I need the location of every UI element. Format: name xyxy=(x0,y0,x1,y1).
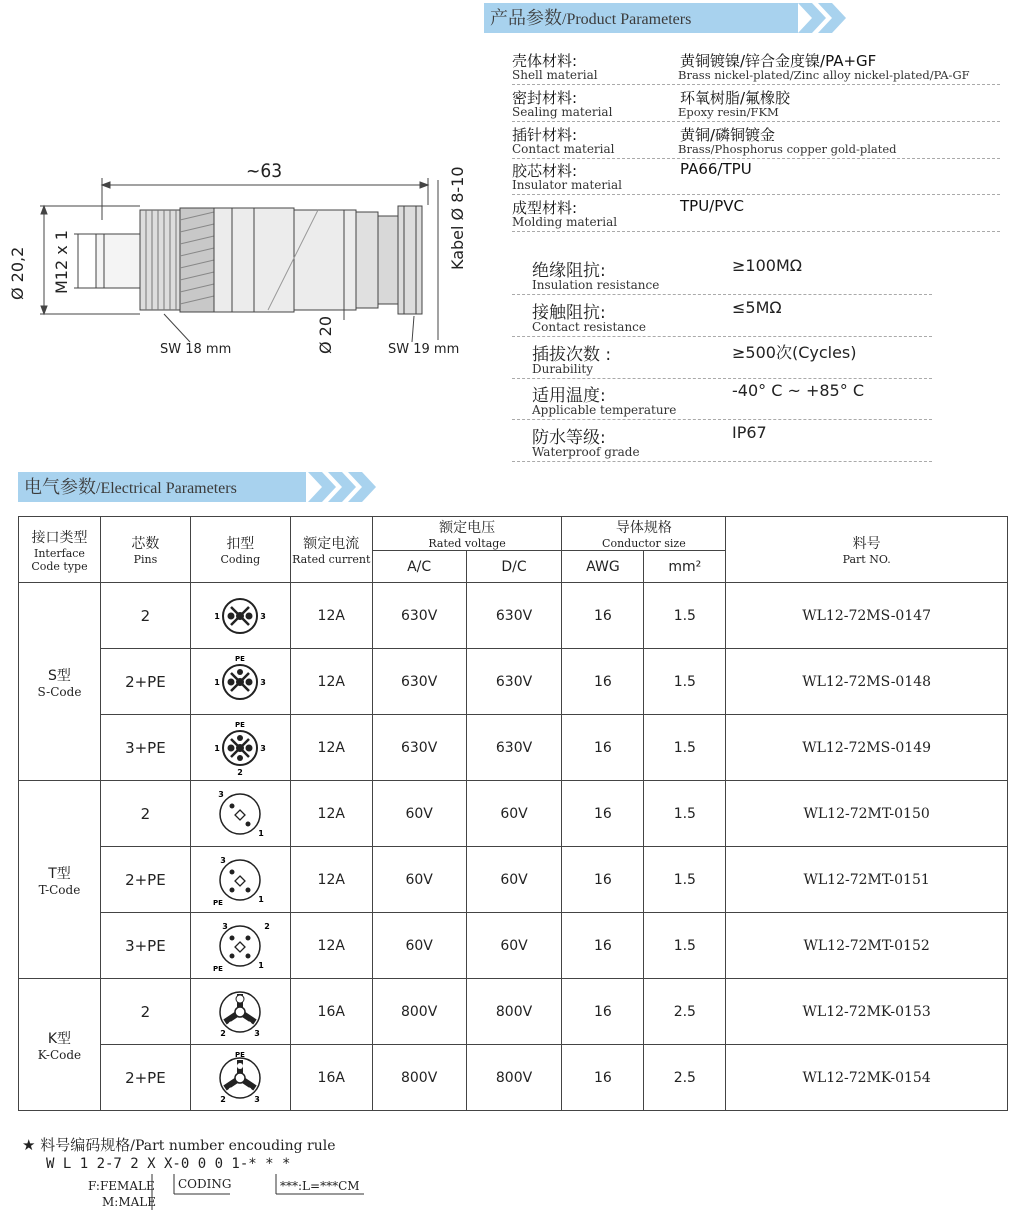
spec-label-en: Insulation resistance xyxy=(532,278,660,292)
material-label-en: Sealing material xyxy=(512,105,613,119)
spec-label: 绝缘阻抗: xyxy=(532,261,606,281)
pins-cell: 2 xyxy=(100,979,190,1045)
banner-en: /Product Parameters xyxy=(562,11,692,28)
spec-value: -40° C ~ +85° C xyxy=(732,381,864,400)
chevron-arrows-icon xyxy=(798,3,854,33)
spec-label: 防水等级: xyxy=(532,428,606,448)
material-label-en: Contact material xyxy=(512,142,615,156)
mm2-cell: 1.5 xyxy=(644,649,726,715)
table-row xyxy=(19,1045,1008,1111)
banner-en: /Electrical Parameters xyxy=(96,480,237,497)
divider xyxy=(512,121,1000,122)
sw2-dim: SW 19 mm xyxy=(388,342,460,357)
mm2-cell: 1.5 xyxy=(644,847,726,913)
pin-label: PE xyxy=(213,964,224,973)
material-value: 黄铜镀镍/锌合金度镍/PA+GF xyxy=(680,52,877,70)
mm2-cell: 2.5 xyxy=(644,979,726,1045)
coding-cell xyxy=(190,1045,290,1111)
length-dim: ~63 xyxy=(246,160,283,182)
part-number-cell: WL12-72MT-0150 xyxy=(726,781,1008,847)
gender-male: M:MALE xyxy=(102,1195,157,1209)
body-dia-dim: Ø 20 xyxy=(316,315,335,354)
k-code-2pe-pin-icon xyxy=(205,1048,275,1108)
product-params-banner xyxy=(484,3,854,33)
sw1-dim: SW 18 mm xyxy=(160,342,232,357)
pin-label: 3 xyxy=(254,1028,261,1038)
coding-cell xyxy=(190,913,290,979)
material-value-en: Brass/Phosphorus copper gold-plated xyxy=(678,142,897,156)
part-number-cell: WL12-72MK-0154 xyxy=(726,1045,1008,1111)
header-partno: 料号 Part NO. xyxy=(726,517,1008,583)
pin-label: 1 xyxy=(214,743,221,753)
material-label: 插针材料: xyxy=(512,126,578,144)
divider xyxy=(512,158,1000,159)
material-label-en: Molding material xyxy=(512,215,618,229)
coding-cell xyxy=(190,979,290,1045)
pin-label: 1 xyxy=(258,960,265,970)
pin-label: 3 xyxy=(218,789,225,799)
spec-label-en: Durability xyxy=(532,362,594,376)
current-cell: 16A xyxy=(290,1045,372,1111)
header-pins: 芯数 Pins xyxy=(100,517,190,583)
coding-label: CODING xyxy=(178,1177,232,1191)
t-code-2-pin-icon xyxy=(205,784,275,844)
pins-cell: 3+PE xyxy=(100,913,190,979)
dc-cell: 60V xyxy=(466,781,562,847)
mm2-cell: 2.5 xyxy=(644,1045,726,1111)
coding-cell xyxy=(190,847,290,913)
pin-label: 1 xyxy=(258,894,265,904)
dc-cell: 60V xyxy=(466,913,562,979)
spec-label-en: Waterproof grade xyxy=(532,445,640,459)
spec-label-en: Applicable temperature xyxy=(532,403,677,417)
material-value-en: Brass nickel-plated/Zinc alloy nickel-plated/PA-GF xyxy=(678,68,970,82)
awg-cell: 16 xyxy=(562,649,644,715)
part-code: W L 1 2-7 2 X X-0 0 0 1-* * * xyxy=(46,1156,291,1172)
electrical-params-banner xyxy=(18,472,388,502)
pins-cell: 2 xyxy=(100,583,190,649)
dc-cell: 630V xyxy=(466,649,562,715)
pin-label: 3 xyxy=(260,677,267,687)
header-interface: 接口类型 Interface Code type xyxy=(19,517,101,583)
pin-label: 2 xyxy=(237,767,244,777)
mm2-cell: 1.5 xyxy=(644,781,726,847)
s-code-2pe-pin-icon xyxy=(205,652,275,712)
coding-cell xyxy=(190,649,290,715)
material-label-en: Insulator material xyxy=(512,178,622,192)
pin-label: PE xyxy=(235,720,246,729)
dc-cell: 800V xyxy=(466,979,562,1045)
pin-label: 2 xyxy=(220,1028,227,1038)
coding-cell xyxy=(190,781,290,847)
spec-label: 插拔次数 : xyxy=(532,345,612,365)
pins-cell: 3+PE xyxy=(100,715,190,781)
ac-cell: 630V xyxy=(372,715,466,781)
table-row xyxy=(19,649,1008,715)
dc-cell: 630V xyxy=(466,583,562,649)
star-icon: ★ xyxy=(22,1136,36,1154)
part-number-cell: WL12-72MS-0147 xyxy=(726,583,1008,649)
outer-dia-dim: Ø 20,2 xyxy=(8,246,27,300)
header-ac: A/C xyxy=(372,551,466,583)
header-conductor: 导体规格 Conductor size xyxy=(562,517,726,551)
header-current: 额定电流 Rated current xyxy=(290,517,372,583)
pins-cell: 2+PE xyxy=(100,847,190,913)
pin-label: 3 xyxy=(220,855,227,865)
material-label: 密封材料: xyxy=(512,89,578,107)
awg-cell: 16 xyxy=(562,583,644,649)
header-dc: D/C xyxy=(466,551,562,583)
part-number-cell: WL12-72MT-0151 xyxy=(726,847,1008,913)
pins-cell: 2 xyxy=(100,781,190,847)
s-code-3pe-pin-icon xyxy=(205,718,275,778)
header-coding: 扣型 Coding xyxy=(190,517,290,583)
banner-cn: 产品参数 xyxy=(490,8,562,28)
pin-label: 1 xyxy=(214,611,221,621)
interface-type-cell: S型 S-Code xyxy=(19,583,101,781)
material-label: 成型材料: xyxy=(512,199,578,217)
divider xyxy=(512,84,1000,85)
mm2-cell: 1.5 xyxy=(644,715,726,781)
dc-cell: 800V xyxy=(466,1045,562,1111)
ac-cell: 60V xyxy=(372,781,466,847)
pin-label: 2 xyxy=(264,921,271,931)
header-mm2: mm² xyxy=(644,551,726,583)
ac-cell: 60V xyxy=(372,847,466,913)
awg-cell: 16 xyxy=(562,847,644,913)
part-number-cell: WL12-72MK-0153 xyxy=(726,979,1008,1045)
spec-label: 适用温度: xyxy=(532,386,606,406)
connector-drawing xyxy=(0,150,480,370)
banner-cn: 电气参数 xyxy=(24,477,96,497)
ac-cell: 60V xyxy=(372,913,466,979)
mm2-cell: 1.5 xyxy=(644,583,726,649)
chevron-arrows-icon xyxy=(308,472,380,502)
pin-label: 1 xyxy=(258,828,265,838)
header-awg: AWG xyxy=(562,551,644,583)
table-row xyxy=(19,847,1008,913)
divider xyxy=(512,194,1000,195)
ac-cell: 630V xyxy=(372,583,466,649)
material-value: PA66/TPU xyxy=(680,160,752,178)
divider xyxy=(512,378,932,379)
current-cell: 12A xyxy=(290,715,372,781)
awg-cell: 16 xyxy=(562,715,644,781)
material-value: TPU/PVC xyxy=(680,197,745,215)
part-rule-title: ★ 料号编码规格/Part number encouding rule xyxy=(22,1136,336,1154)
current-cell: 12A xyxy=(290,583,372,649)
mm2-cell: 1.5 xyxy=(644,913,726,979)
material-value: 环氧树脂/氟橡胶 xyxy=(680,89,791,107)
s-code-2-pin-icon xyxy=(205,586,275,646)
table-row xyxy=(19,913,1008,979)
part-number-cell: WL12-72MS-0148 xyxy=(726,649,1008,715)
interface-type-cell: K型 K-Code xyxy=(19,979,101,1111)
pin-label: 3 xyxy=(254,1094,261,1104)
dc-cell: 630V xyxy=(466,715,562,781)
spec-value: ≥100MΩ xyxy=(732,256,802,275)
part-number-cell: WL12-72MS-0149 xyxy=(726,715,1008,781)
pins-cell: 2+PE xyxy=(100,649,190,715)
divider xyxy=(512,461,932,462)
electrical-table xyxy=(18,516,1008,1111)
pin-label: PE xyxy=(235,654,246,663)
gender-female: F:FEMALE xyxy=(88,1179,155,1193)
current-cell: 12A xyxy=(290,913,372,979)
current-cell: 12A xyxy=(290,781,372,847)
spec-label: 接触阻抗: xyxy=(532,303,606,323)
table-row xyxy=(19,781,1008,847)
coding-cell xyxy=(190,583,290,649)
table-row xyxy=(19,979,1008,1045)
spec-value: IP67 xyxy=(732,423,767,442)
pin-label: 3 xyxy=(260,743,267,753)
pin-label: 3 xyxy=(260,611,267,621)
spec-value: ≥500次(Cycles) xyxy=(732,343,857,362)
ac-cell: 800V xyxy=(372,979,466,1045)
pin-label: 3 xyxy=(222,921,229,931)
material-label: 壳体材料: xyxy=(512,52,578,70)
spec-label-en: Contact resistance xyxy=(532,320,646,334)
k-code-2-pin-icon xyxy=(205,982,275,1042)
pin-label: 1 xyxy=(214,677,221,687)
awg-cell: 16 xyxy=(562,1045,644,1111)
material-label-en: Shell material xyxy=(512,68,598,82)
ac-cell: 800V xyxy=(372,1045,466,1111)
material-value: 黄铜/磷铜镀金 xyxy=(680,126,776,144)
material-value-en: Epoxy resin/FKM xyxy=(678,105,779,119)
header-voltage: 额定电压 Rated voltage xyxy=(372,517,562,551)
table-row xyxy=(19,715,1008,781)
interface-type-cell: T型 T-Code xyxy=(19,781,101,979)
pins-cell: 2+PE xyxy=(100,1045,190,1111)
table-row xyxy=(19,583,1008,649)
pin-label: PE xyxy=(235,1050,246,1059)
material-label: 胶芯材料: xyxy=(512,162,578,180)
length-label: ***:L=***CM xyxy=(280,1179,360,1193)
thread-dim: M12 x 1 xyxy=(52,230,71,294)
spec-value: ≤5MΩ xyxy=(732,298,782,317)
divider xyxy=(512,294,932,295)
header-row xyxy=(19,517,1008,551)
divider xyxy=(512,419,932,420)
t-code-3pe-pin-icon xyxy=(205,916,275,976)
ac-cell: 630V xyxy=(372,649,466,715)
pin-label: PE xyxy=(213,898,224,907)
coding-cell xyxy=(190,715,290,781)
awg-cell: 16 xyxy=(562,913,644,979)
current-cell: 16A xyxy=(290,979,372,1045)
divider xyxy=(512,231,1000,232)
divider xyxy=(512,336,932,337)
t-code-2pe-pin-icon xyxy=(205,850,275,910)
current-cell: 12A xyxy=(290,847,372,913)
current-cell: 12A xyxy=(290,649,372,715)
awg-cell: 16 xyxy=(562,781,644,847)
dc-cell: 60V xyxy=(466,847,562,913)
cable-dim: Kabel Ø 8-10 xyxy=(448,166,467,270)
part-number-cell: WL12-72MT-0152 xyxy=(726,913,1008,979)
pin-label: 2 xyxy=(220,1094,227,1104)
awg-cell: 16 xyxy=(562,979,644,1045)
